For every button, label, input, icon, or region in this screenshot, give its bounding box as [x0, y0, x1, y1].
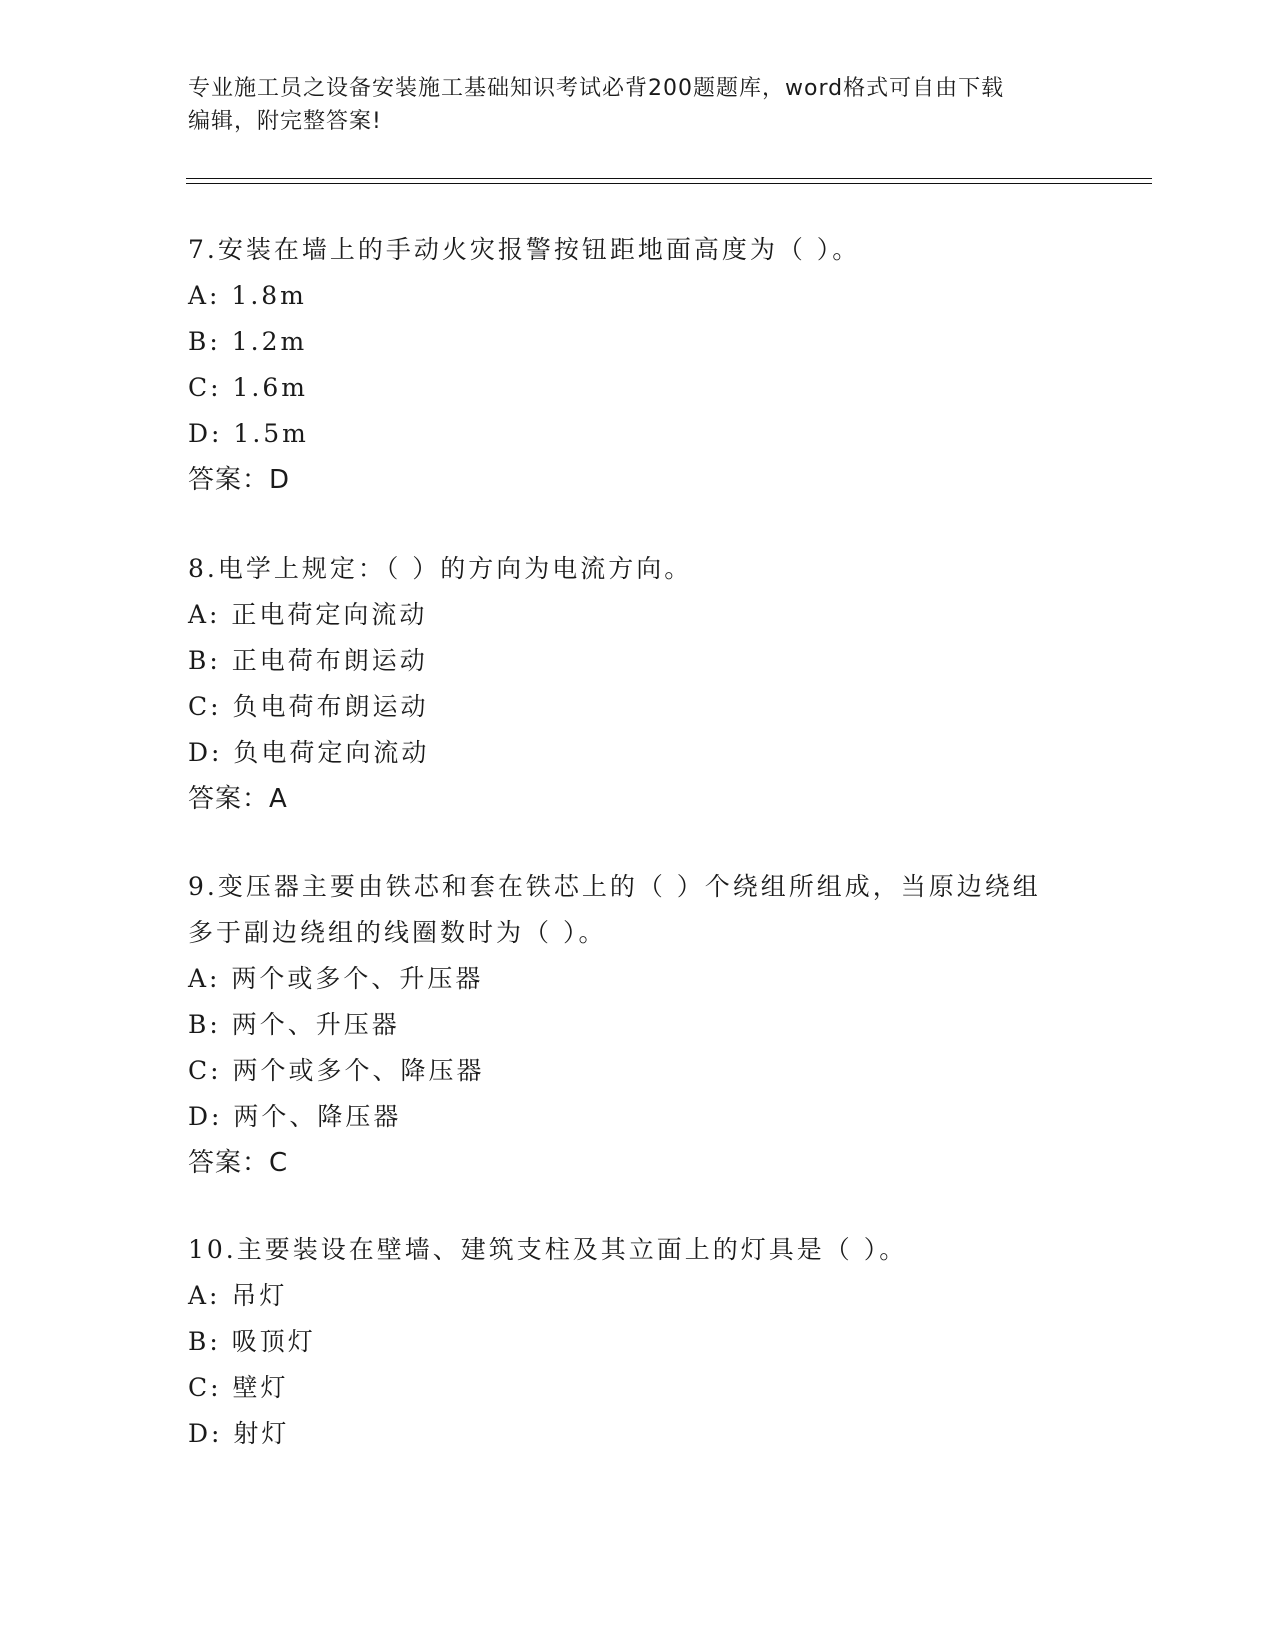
option-c: C: 1.6m [188, 373, 308, 402]
option-c: C: 两个或多个、降压器 [188, 1056, 485, 1085]
option-c: C: 负电荷布朗运动 [188, 692, 429, 721]
option-d: D: 两个、降压器 [188, 1102, 402, 1131]
option-a: A: 1.8m [188, 281, 307, 310]
option-d: D: 射灯 [188, 1419, 290, 1448]
question-8 [188, 546, 1088, 822]
option-d: D: 1.5m [188, 419, 309, 448]
option-a: A: 吊灯 [188, 1281, 288, 1310]
question-stem: 7.安装在墙上的手动火灾报警按钮距地面高度为（ ）。 [188, 235, 861, 264]
answer: 答案：A [188, 784, 288, 814]
question-stem-line-2: 多于副边绕组的线圈数时为（ ）。 [188, 918, 607, 947]
header-line-2: 编辑，附完整答案! [188, 109, 382, 134]
option-b: B: 吸顶灯 [188, 1327, 316, 1356]
option-b: B: 1.2m [188, 327, 308, 356]
option-b: B: 两个、升压器 [188, 1010, 400, 1039]
option-a: A: 两个或多个、升压器 [188, 964, 484, 993]
answer: 答案：D [188, 465, 291, 495]
header-line-1: 专业施工员之设备安装施工基础知识考试必背200题题库，word格式可自由下载 [188, 76, 1005, 101]
question-7 [188, 227, 1088, 503]
header-divider-bottom [186, 183, 1152, 184]
question-stem: 8.电学上规定：（ ）的方向为电流方向。 [188, 554, 693, 583]
question-10 [188, 1227, 1088, 1457]
header-divider-top [186, 178, 1152, 179]
question-9 [188, 864, 1088, 1186]
document-header [188, 72, 1088, 138]
question-stem: 10.主要装设在壁墙、建筑支柱及其立面上的灯具是（ ）。 [188, 1235, 908, 1264]
option-b: B: 正电荷布朗运动 [188, 646, 428, 675]
option-a: A: 正电荷定向流动 [188, 600, 428, 629]
option-d: D: 负电荷定向流动 [188, 738, 430, 767]
answer: 答案：C [188, 1148, 289, 1178]
option-c: C: 壁灯 [188, 1373, 289, 1402]
question-stem-line-1: 9.变压器主要由铁芯和套在铁芯上的（ ）个绕组所组成，当原边绕组 [188, 872, 1041, 901]
